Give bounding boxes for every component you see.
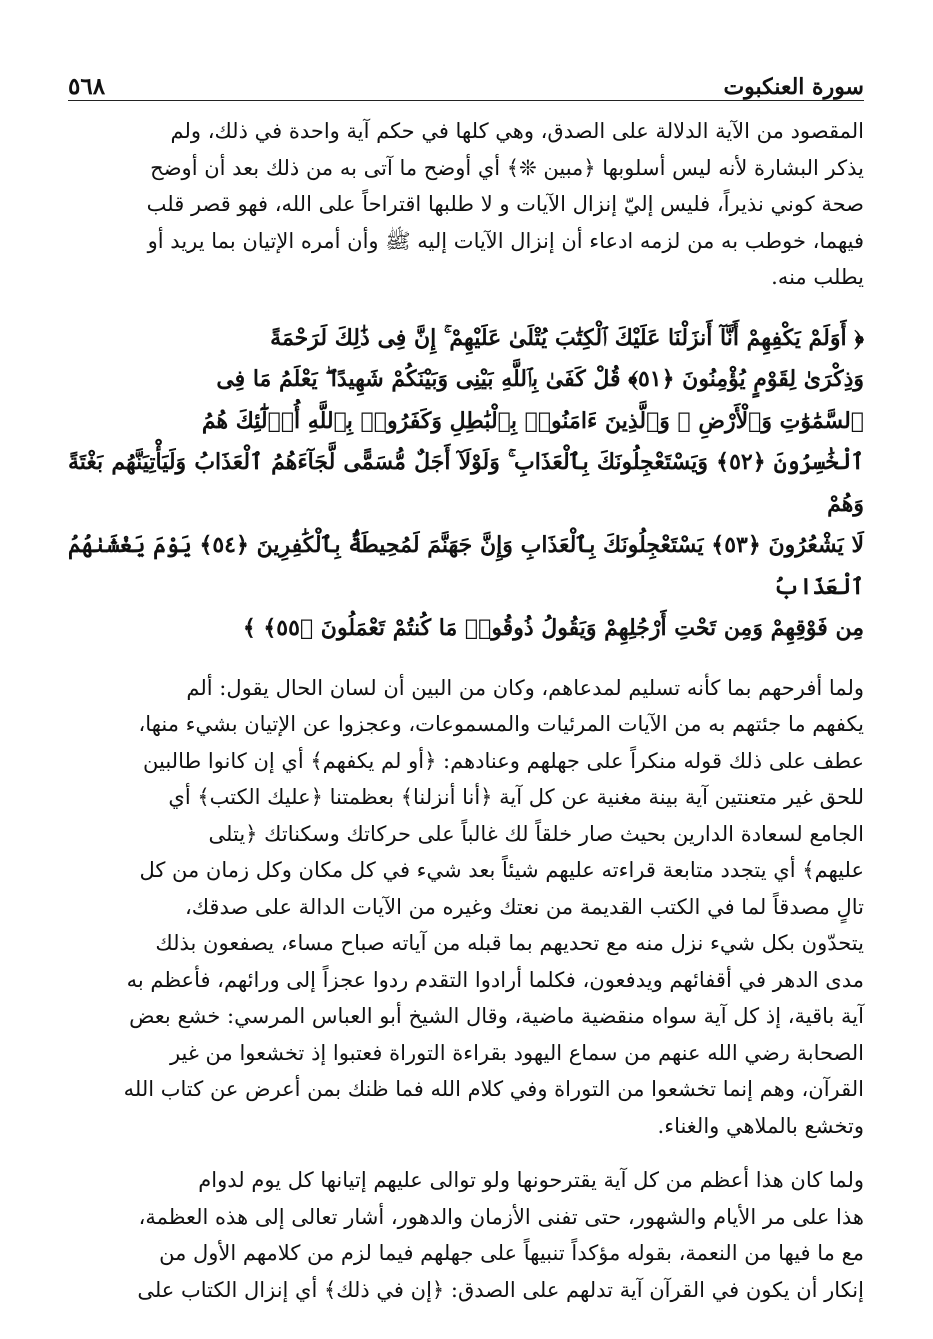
paragraph-1-line: فيهما، خوطب به من لزمه ادعاء أن إنزال الآيات إليه ﷺ وأن أمره الإتيان بما يريد أو [147, 228, 864, 253]
paragraph-2-line: يتحدّون بكل شيء نزل منه مع تحديهم بما قبله من آياته صباح مساء، يصفعون بذلك [155, 931, 864, 955]
quran-line: ٱلْخَٰسِرُونَ ﴿٥٢﴾ وَيَسْتَعْجِلُونَكَ بِٱلْعَذَابِ ۚ وَلَوْلَآ أَجَلٌ مُّسَمًّى لَّجَآءَهُمُ ٱلْعَذَابُ وَلَيَأْتِيَنَّهُم بَغْتَةً وَهُمْ [68, 449, 864, 517]
paragraph-3-line: ولما كان هذا أعظم من كل آية يقترحونها ولو توالى عليهم إتيانها كل يوم لدوام [198, 1168, 864, 1192]
paragraph-3 [68, 1162, 864, 1308]
surah-title: سورة العنكبوت [723, 74, 864, 100]
page-header [68, 60, 864, 101]
paragraph-3-line: هذا على مر الأيام والشهور، حتى تفنى الأزمان والدهور، أشار تعالى إلى هذه العظمة، [138, 1204, 864, 1229]
quran-line: ﴿ أَوَلَمْ يَكْفِهِمْ أَنَّآ أَنزَلْنَا عَلَيْكَ ٱلْكِتَٰبَ يُتْلَىٰ عَلَيْهِمْ ۚ إِنَّ فِى ذَٰلِكَ لَرَحْمَةً [270, 324, 864, 351]
paragraph-2-line: وتخشع بالملاهي والغناء. [657, 1113, 864, 1138]
paragraph-3-line: إنكار أن يكون في القرآن آية تدلهم على الصدق: ﴿إن في ذلك﴾ أي إنزال الكتاب على [137, 1277, 864, 1302]
quran-passage [68, 318, 864, 650]
quran-line: لَا يَشْعُرُونَ ﴿٥٣﴾ يَسْتَعْجِلُونَكَ بِٱلْعَذَابِ وَإِنَّ جَهَنَّمَ لَمُحِيطَةٌۢ بِٱلْكَٰفِرِينَ ﴿٥٤﴾ يَوْمَ يَغْشَىٰهُمُ ٱلْعَذَابُ [68, 532, 864, 600]
paragraph-1 [68, 113, 864, 296]
paragraph-2-line: مدى الدهر في أقفائهم ويدفعون، فكلما أرادوا التقدم ردوا عجزاً إلى ورائهم، فأعظم به [126, 967, 864, 992]
paragraph-2-line: تالٍ مصدقاً لما في الكتب القديمة من نعتك وغيره من الآيات الدالة على صدقك، [184, 894, 864, 919]
paragraph-2-line: الصحابة رضي الله عنهم من سماع اليهود بقراءة التوراة فعتبوا إذ تخشعوا من غير [169, 1040, 864, 1065]
paragraph-1-line: صحة كوني نذيراً، فليس إليّ إنزال الآيات و لا طلبها اقتراحاً على الله، فهو قصر قلب [146, 192, 864, 216]
paragraph-2-line: عطف على ذلك قوله منكراً على جهلهم وعنادهم: ﴿أو لم يكفهم﴾ أي إن كانوا طالبين [143, 748, 864, 773]
paragraph-1-line: المقصود من الآية الدلالة على الصدق، وهي كلها في حكم آية واحدة في ذلك، ولم [170, 119, 864, 143]
quran-line: مِن فَوْقِهِمْ وَمِن تَحْتِ أَرْجُلِهِمْ وَيَقُولُ ذُوقُوا۟ مَا كُنتُمْ تَعْمَلُونَ ﴿٥٥﴾ ﴾ [242, 615, 864, 641]
page-number: ٥٦٨ [68, 73, 106, 100]
paragraph-2-line: آية باقية، إذ كل آية سواه منقضية ماضية، وقال الشيخ أبو العباس المرسي: خشع بعض [129, 1004, 864, 1028]
quran-line: ٱلسَّمَٰوَٰتِ وَٱلْأَرْضِ ۗ وَٱلَّذِينَ ءَامَنُوا۟ بِٱلْبَٰطِلِ وَكَفَرُوا۟ بِٱللَّهِ أُو۟لَٰٓئِكَ هُمُ [201, 407, 864, 434]
paragraph-2-line: الجامع لسعادة الدارين بحيث صار خلقاً لك غالباً على حركاتك وسكناتك ﴿يتلى [208, 821, 864, 846]
paragraph-1-line: يذكر البشارة لأنه ليس أسلوبها ﴿مبين ❊﴾ أي أوضح ما آتى به من ذلك بعد أن أوضح [150, 155, 864, 180]
paragraph-3-line: مع ما فيها من النعمة، بقوله مؤكداً تنبيهاً على جهلهم فيما لزم من كلامهم الأول من [159, 1241, 864, 1265]
paragraph-1-line: يطلب منه. [771, 265, 864, 289]
paragraph-2-line: للحق غير متعنتين آية بينة مغنية عن كل آية ﴿أنا أنزلنا﴾ بعظمتنا ﴿عليك الكتب﴾ أي [168, 785, 864, 809]
document-page [68, 60, 864, 1308]
paragraph-2-line: يكفهم ما جئتهم به من الآيات المرئيات والمسموعات، وعجزوا عن الإتيان بشيء منها، [138, 712, 864, 736]
quran-line: وَذِكْرَىٰ لِقَوْمٍ يُؤْمِنُونَ ﴿٥١﴾ قُلْ كَفَىٰ بِٱللَّهِ بَيْنِى وَبَيْنَكُمْ شَهِيدًا ۖ يَعْلَمُ مَا فِى [216, 366, 864, 392]
paragraph-2-line: عليهم﴾ أي يتجدد متابعة قراءته عليهم شيئاً بعد شيء في كل مكان وكل زمان من كل [139, 858, 864, 882]
paragraph-2-line: ولما أفرحهم بما كأنه تسليم لمدعاهم، وكان من البين أن لسان الحال يقول: ألم [186, 675, 864, 700]
paragraph-2 [68, 670, 864, 1145]
paragraph-2-line: القرآن، وهم إنما تخشعوا من التوراة وفي كلام الله فما ظنك بمن أعرض عن كتاب الله [123, 1077, 864, 1101]
